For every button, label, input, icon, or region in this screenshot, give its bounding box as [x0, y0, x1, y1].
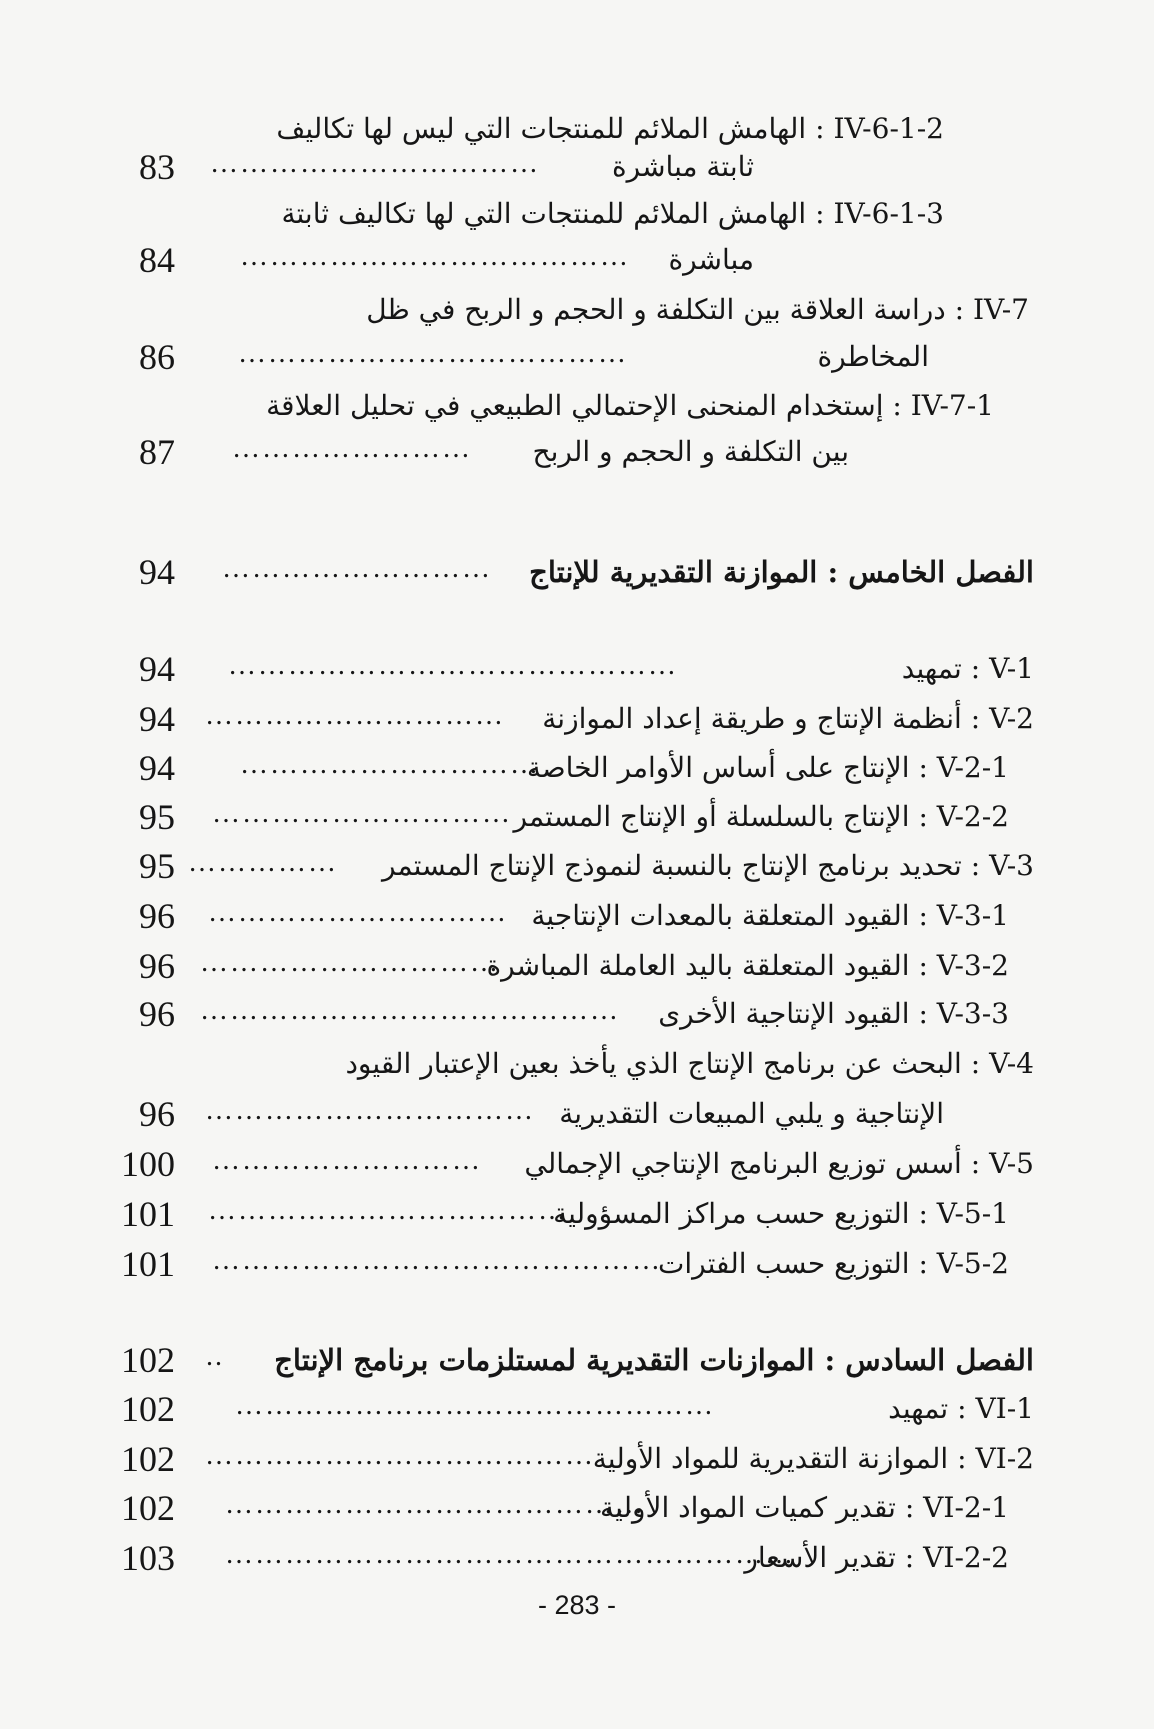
entry-title-text: دراسة العلاقة بين التكلفة و الحجم و الربح في ظل — [366, 293, 946, 326]
leader-dots: ………………………………… — [205, 1440, 595, 1471]
leader-dots: ………………………………………………… — [225, 1539, 795, 1570]
leader-dots: ……………………… — [222, 553, 492, 584]
leader-dots: …………………………… — [205, 1095, 535, 1126]
entry-title: V-5-1 : التوزيع حسب مراكز المسؤولية — [553, 1197, 1009, 1230]
entry-title: V-2-1 : الإنتاج على أساس الأوامر الخاصة — [526, 751, 1009, 784]
entry-title-continued: الإنتاجية و يلبي المبيعات التقديرية — [559, 1097, 944, 1130]
entry-title: V-1 : تمهيد — [901, 652, 1034, 685]
leader-dots: ………………………… — [208, 897, 508, 928]
page-number: 102 — [121, 1488, 175, 1528]
chapter-heading — [0, 548, 1154, 596]
leader-dots: ………………………………… — [240, 241, 630, 272]
entry-title: V-5 : أسس توزيع البرنامج الإنتاجي الإجمالي — [524, 1147, 1034, 1180]
entry-title — [366, 286, 1029, 334]
page-number: 102 — [121, 1340, 175, 1380]
toc-entry-line — [0, 1435, 1154, 1483]
toc-entry-line — [0, 236, 1154, 284]
entry-title: VI-2 : الموازنة التقديرية للمواد الأولية — [592, 1442, 1034, 1475]
page-footer-number: - 283 - — [537, 1590, 617, 1620]
page-number: 102 — [121, 1389, 175, 1429]
toc-entry-line — [0, 695, 1154, 743]
toc-entry-line — [0, 793, 1154, 841]
toc-entry-line — [0, 942, 1154, 990]
toc-entry-line — [0, 1385, 1154, 1433]
page-number: 94 — [139, 699, 175, 739]
entry-title: VI-2-1 : تقدير كميات المواد الأولية — [599, 1491, 1009, 1524]
page-number: 84 — [139, 240, 175, 280]
page-number: 100 — [121, 1144, 175, 1184]
entry-title-continued: مباشرة — [668, 243, 754, 276]
page-number: 95 — [139, 846, 175, 886]
entry-title: V-3 : تحديد برنامج الإنتاج بالنسبة لنموذج الإنتاج المستمر — [382, 849, 1034, 882]
page-number: 96 — [139, 1094, 175, 1134]
entry-code: IV-7 : — [954, 293, 1029, 326]
leader-dots: ……………………………………… — [212, 1245, 662, 1276]
page-number: 94 — [139, 649, 175, 689]
toc-entry-line — [0, 382, 1154, 430]
entry-title-text: الهامش الملائم للمنتجات التي ليس لها تكاليف — [276, 112, 807, 145]
entry-title: VI-1 : تمهيد — [888, 1392, 1034, 1425]
entry-title: V-3-2 : القيود المتعلقة باليد العاملة المباشرة — [486, 949, 1009, 982]
toc-entry-line — [0, 1140, 1154, 1188]
leader-dots: .. — [206, 1341, 224, 1372]
toc-entry-line — [0, 1240, 1154, 1288]
entry-code: IV-7-1 : — [892, 389, 994, 422]
entry-title: V-5-2 : التوزيع حسب الفترات — [658, 1247, 1009, 1280]
entry-title-continued: ثابتة مباشرة — [611, 150, 754, 183]
entry-title: V-2-2 : الإنتاج بالسلسلة أو الإنتاج المستمر — [513, 800, 1009, 833]
entry-title-text: إستخدام المنحنى الإحتمالي الطبيعي في تحليل العلاقة — [266, 389, 884, 422]
leader-dots: ……………………………… — [208, 1195, 568, 1226]
leader-dots: …………………… — [232, 433, 472, 464]
toc-entry-line — [0, 333, 1154, 381]
page-number: 87 — [139, 432, 175, 472]
toc-entry-line — [0, 1534, 1154, 1582]
entry-title-continued: المخاطرة — [817, 340, 929, 373]
leader-dots: …………………………………… — [225, 1489, 645, 1520]
entry-code: IV-6-1-2 : — [815, 112, 944, 145]
entry-code: IV-6-1-3 : — [815, 197, 944, 230]
toc-entry-line — [0, 842, 1154, 890]
page-number: 94 — [139, 748, 175, 788]
leader-dots: ………………………… — [205, 700, 505, 731]
leader-dots: …………… — [188, 847, 338, 878]
toc-entry-line — [0, 1190, 1154, 1238]
entry-title: VI-2-2 : تقدير الأسعار — [744, 1541, 1009, 1574]
leader-dots: …………………………… — [210, 148, 540, 179]
page-number: 94 — [139, 552, 175, 592]
toc-entry-line — [0, 744, 1154, 792]
leader-dots: ……………………… — [212, 1145, 482, 1176]
toc-entry-line — [0, 190, 1154, 238]
page-number: 101 — [121, 1244, 175, 1284]
leader-dots: ………………………… — [200, 947, 500, 978]
entry-title: V-3-3 : القيود الإنتاجية الأخرى — [658, 997, 1009, 1030]
toc-entry-line — [0, 1090, 1154, 1138]
chapter-title: الفصل السادس : الموازنات التقديرية لمستلزمات برنامج الإنتاج — [274, 1343, 1034, 1377]
leader-dots: ……………………………………… — [228, 650, 678, 681]
page-number: 83 — [139, 147, 175, 187]
page-number: 96 — [139, 896, 175, 936]
toc-entry-line — [0, 990, 1154, 1038]
chapter-heading — [0, 1336, 1154, 1384]
chapter-title: الفصل الخامس : الموازنة التقديرية للإنتاج — [529, 555, 1034, 589]
toc-entry-line — [0, 428, 1154, 476]
entry-title: V-3-1 : القيود المتعلقة بالمعدات الإنتاجية — [531, 899, 1009, 932]
page-number: 95 — [139, 797, 175, 837]
toc-entry-line — [0, 286, 1154, 334]
page-number: 103 — [121, 1538, 175, 1578]
leader-dots: ………………………… — [212, 798, 512, 829]
entry-title: V-4 : البحث عن برنامج الإنتاج الذي يأخذ بعين الإعتبار القيود — [345, 1047, 1034, 1080]
toc-entry-line — [0, 1484, 1154, 1532]
page-number: 86 — [139, 337, 175, 377]
page-number: 102 — [121, 1439, 175, 1479]
entry-title — [281, 190, 944, 238]
entry-title-continued: بين التكلفة و الحجم و الربح — [532, 435, 849, 468]
entry-title-text: الهامش الملائم للمنتجات التي لها تكاليف ثابتة — [281, 197, 807, 230]
toc-entry-line — [0, 892, 1154, 940]
entry-title — [266, 382, 994, 430]
page-number: 101 — [121, 1194, 175, 1234]
leader-dots: ………………………………………… — [235, 1390, 715, 1421]
page-number: 96 — [139, 994, 175, 1034]
leader-dots: ………………………………… — [238, 338, 628, 369]
leader-dots: ………………………… — [240, 749, 540, 780]
entry-title: V-2 : أنظمة الإنتاج و طريقة إعداد الموازنة — [542, 702, 1034, 735]
leader-dots: …………………………………… — [200, 995, 620, 1026]
toc-entry-line — [0, 645, 1154, 693]
toc-entry-line — [0, 1040, 1154, 1088]
toc-entry-line — [0, 143, 1154, 191]
page-number: 96 — [139, 946, 175, 986]
